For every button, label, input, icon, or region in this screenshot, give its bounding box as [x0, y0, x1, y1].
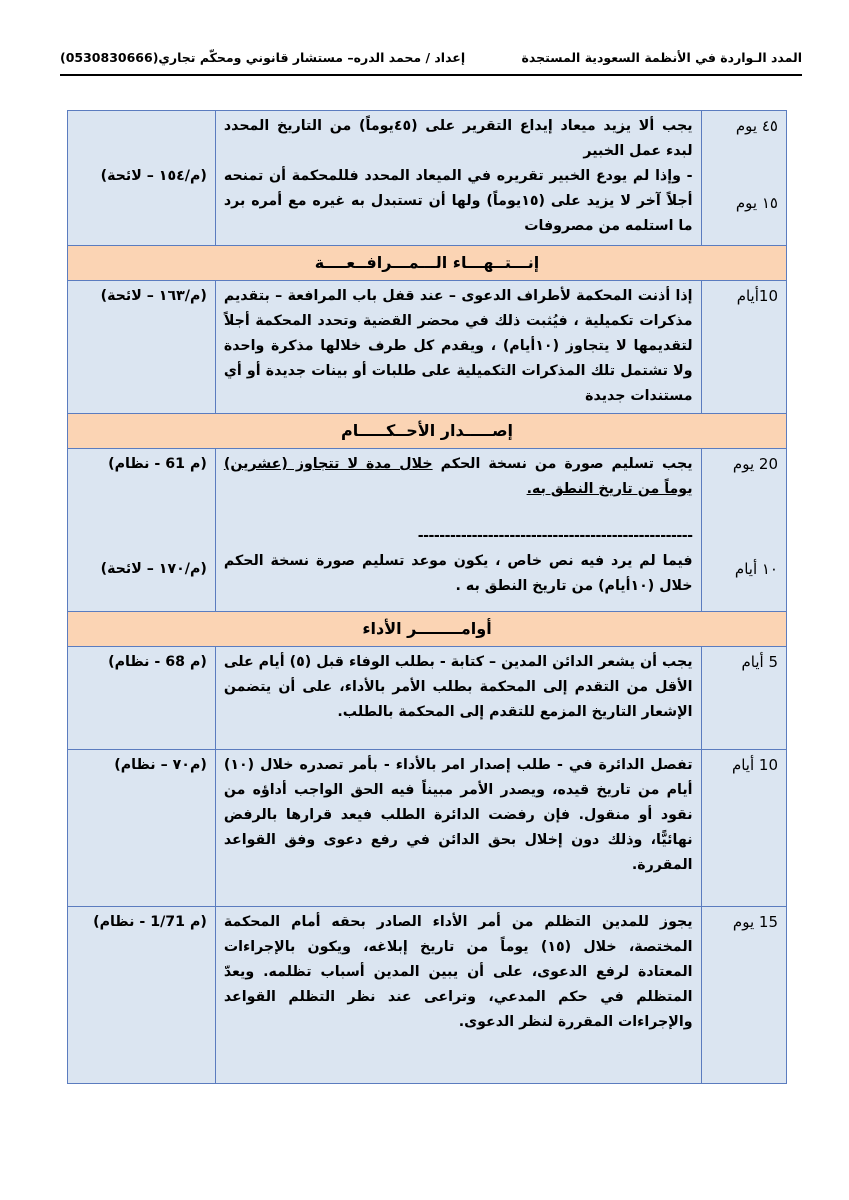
deadlines-table: [67, 110, 787, 1084]
page-header: [60, 46, 802, 72]
reference-value: (م 68 - نظام): [108, 654, 207, 670]
reference-cell: [68, 647, 216, 750]
section-title: إصـــــدار الأحــكـــــام: [68, 414, 787, 449]
period-value: 5 أيام: [741, 653, 778, 671]
rule-text: تفصل الدائرة في - طلب إصدار امر بالأداء - بأمر تصدره خلال (١٠) أيام من تاريخ قيده، ويصدر الأمر مبيناً فيه الحق الواجب أداؤه من نقود أو منقول. فإن رفضت الدائرة الطلب فيعد قرارها بالرفض نهائيًّا، وذلك دون إخلال بحق الدائن في رفع دعوى وفق القواعد المقررة.: [223, 757, 693, 873]
author-credit: إعداد / محمد الدره– مستشار قانوني ومحكّم تجاري(0530830666): [60, 50, 466, 65]
reference-cell: [68, 449, 216, 612]
section-header-row: [68, 414, 787, 449]
rule-text: إذا أذنت المحكمة لأطراف الدعوى – عند قفل باب المرافعة – بتقديم مذكرات تكميلية ، فيُثبت ذلك في محضر القضية وتحدد المحكمة أجلاً لتقديمها لا يتجاوز (١٠أيام) ، ويقدم كل طرف خلالها مذكرة واحدة ولا تشتمل تلك المذكرات التكميلية على طلبات أو بينات جديدة أو أي مستندات جديدة: [223, 288, 693, 404]
reference-value: (م/١٦٣ – لائحة): [100, 288, 207, 304]
table-row: [68, 449, 787, 612]
period-value: 15 يوم: [732, 913, 778, 931]
reference-cell: [68, 907, 216, 1084]
text-cell: [215, 750, 701, 907]
reference-cell: [68, 281, 216, 414]
period-cell: [701, 647, 786, 750]
period-cell: [701, 750, 786, 907]
rule-text: فيما لم يرد فيه نص خاص ، يكون موعد تسليم صورة نسخة الحكم خلال (١٠أيام) من تاريخ النطق به .: [223, 553, 693, 594]
period-cell: [701, 281, 786, 414]
text-cell: [215, 111, 701, 246]
table-row: [68, 111, 787, 246]
section-title: إنـــتــهـــاء الـــمـــرافــعــــة: [68, 246, 787, 281]
period-cell: [701, 449, 786, 612]
rule-text: يجب أن يشعر الدائن المدين – كتابة - بطلب الوفاء قبل (٥) أيام على الأقل من التقدم إلى المحكمة بطلب الأمر بالأداء، على أن يتضمن الإشعار التاريخ المزمع للتقدم إلى المحكمة بالطلب.: [223, 654, 693, 720]
rule-text: يجب ألا يزيد ميعاد إيداع التقرير على (٤٥يوماً) من التاريخ المحدد لبدء عمل الخبير: [223, 118, 693, 159]
header-divider: [60, 74, 802, 76]
rule-text-underlined: خلال مدة لا تتجاوز (عشرين) يوماً من تاريخ النطق به.: [223, 456, 693, 497]
reference-value: (م 61 - نظام): [108, 456, 207, 472]
table-row: [68, 281, 787, 414]
table-row: [68, 647, 787, 750]
section-header-row: [68, 246, 787, 281]
rule-text: يجوز للمدين التظلم من أمر الأداء الصادر بحقه أمام المحكمة المختصة، خلال (١٥) يوماً من تاريخ إبلاغه، ويكون بالإجراءات المعتادة لرفع الدعوى، على أن يبين المدين أسباب تظلمه. ويعدّ المتظلم في حكم المدعي، وتراعى عند نظر التظلم القواعد والإجراءات المقررة لنظر الدعوى.: [223, 914, 693, 1030]
table-row: [68, 750, 787, 907]
reference-value: (م 1/71 - نظام): [93, 914, 207, 930]
period-cell: [701, 907, 786, 1084]
reference-value: (م/١٥٤ – لائحة): [100, 168, 207, 184]
reference-cell: [68, 111, 216, 246]
text-cell: [215, 907, 701, 1084]
reference-cell: [68, 750, 216, 907]
period-value: 10أيام: [736, 287, 778, 305]
section-header-row: [68, 612, 787, 647]
rule-text: - وإذا لم يودع الخبير تقريره في الميعاد المحدد فللمحكمة أن تمنحه أجلاً آخر لا يزيد على (١٥يوماً) ولها أن تستبدل به غيره مع أمره برد ما استلمه من مصروفات: [223, 168, 693, 234]
section-title: أوامــــــــر الأداء: [68, 612, 787, 647]
reference-value: (م/١٧٠ – لائحة): [100, 561, 207, 577]
text-cell: [215, 647, 701, 750]
reference-value: (م٧٠ – نظام): [114, 757, 207, 773]
period-cell: [701, 111, 786, 246]
table-row: [68, 907, 787, 1084]
rule-text-part: يجب تسليم صورة من نسخة الحكم: [432, 456, 693, 472]
text-cell: [215, 449, 701, 612]
period-value: ١٠ أيام: [734, 560, 778, 578]
period-value: 20 يوم: [732, 455, 778, 473]
period-value: 10 أيام: [731, 756, 778, 774]
rule-text: [224, 452, 693, 502]
period-value: ١٥ يوم: [735, 194, 778, 212]
text-cell: [215, 281, 701, 414]
divider-dashes: ---------------------------------------------------: [417, 528, 693, 544]
document-title: المدد الـواردة في الأنظمة السعودية المستجدة: [521, 50, 802, 65]
period-value: ٤٥ يوم: [735, 117, 778, 135]
